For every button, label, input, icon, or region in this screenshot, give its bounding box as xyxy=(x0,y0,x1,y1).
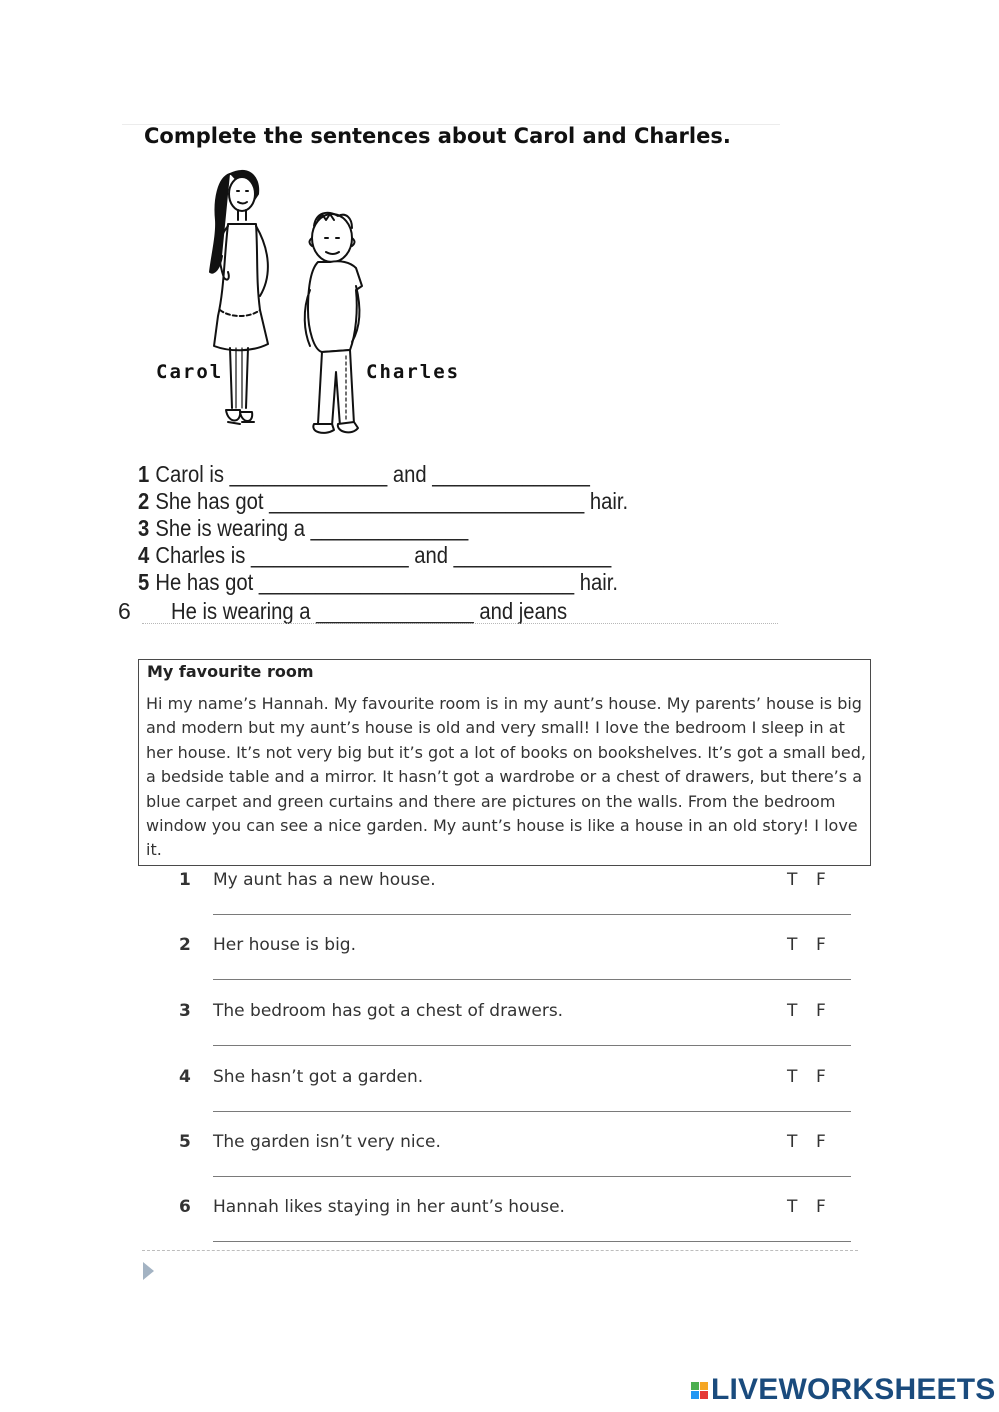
true-option[interactable]: T xyxy=(787,870,798,890)
false-option[interactable]: F xyxy=(816,1067,826,1087)
tf-statement: Her house is big. xyxy=(213,935,356,955)
answer-line[interactable] xyxy=(213,1176,851,1177)
play-arrow-icon[interactable] xyxy=(143,1262,154,1280)
charles-figure xyxy=(305,213,362,433)
tf-number: 6 xyxy=(179,1197,191,1217)
false-option[interactable]: F xyxy=(816,935,826,955)
answer-line[interactable] xyxy=(213,914,851,915)
tf-statement: The garden isn’t very nice. xyxy=(213,1132,441,1152)
carol-charles-illustration xyxy=(190,160,375,445)
logo-tiles-icon xyxy=(691,1382,708,1399)
sentence-row xyxy=(138,542,611,569)
logo-tile xyxy=(700,1382,708,1390)
true-option[interactable]: T xyxy=(787,935,798,955)
sentence-text: Charles is ______________ and ______________ xyxy=(155,542,612,568)
tf-statement: The bedroom has got a chest of drawers. xyxy=(213,1001,564,1021)
sentence-row xyxy=(138,488,628,515)
true-option[interactable]: T xyxy=(787,1197,798,1217)
sentence-row xyxy=(138,515,468,542)
tf-item xyxy=(140,870,860,920)
sentence-number: 3 xyxy=(138,515,150,541)
tf-number: 1 xyxy=(179,870,191,890)
tf-item xyxy=(140,1197,860,1247)
figure-label-carol: Carol xyxy=(156,361,224,383)
sentence-number-clipped: 6 xyxy=(118,598,131,624)
true-option[interactable]: T xyxy=(787,1067,798,1087)
dotted-divider xyxy=(142,623,778,624)
tf-item xyxy=(140,1001,860,1051)
tf-statement: Hannah likes staying in her aunt’s house. xyxy=(213,1197,565,1217)
logo-text: LIVEWORKSHEETS xyxy=(711,1373,996,1406)
sentence-text: Carol is ______________ and ______________ xyxy=(155,461,590,487)
answer-line[interactable] xyxy=(213,1241,851,1242)
figure-label-charles: Charles xyxy=(366,361,461,383)
sentence-number: 4 xyxy=(138,542,150,568)
dashed-divider xyxy=(142,1250,858,1251)
false-option[interactable]: F xyxy=(816,1197,826,1217)
liveworksheets-logo xyxy=(691,1373,996,1407)
sentence-text: She is wearing a ______________ xyxy=(155,515,469,541)
answer-line[interactable] xyxy=(213,1111,851,1112)
tf-number: 2 xyxy=(179,935,191,955)
sentence-row xyxy=(138,569,618,596)
logo-tile xyxy=(691,1391,699,1399)
tf-number: 5 xyxy=(179,1132,191,1152)
answer-line[interactable] xyxy=(213,979,851,980)
reading-body: Hi my name’s Hannah. My favourite room is in my aunt’s house. My parents’ house is big and modern but my aunt’s house is old and very small! I love the bedroom I sleep in at her house. It’s not very big but it’s got a lot of books on bookshelves. It’s got a small bed, a bedside table and a mirror. It hasn’t got a wardrobe or a chest of drawers, but there’s a blue carpet and green curtains and there are pictures on the walls. From the bedroom window you can see a nice garden. My aunt’s house is like a house in an old story! I love it. xyxy=(146,694,866,860)
sentence-number: 1 xyxy=(138,461,150,487)
true-option[interactable]: T xyxy=(787,1132,798,1152)
sentence-number: 5 xyxy=(138,569,150,595)
sentence-row xyxy=(138,461,590,488)
false-option[interactable]: F xyxy=(816,1132,826,1152)
sentence-text: He has got ____________________________ hair. xyxy=(155,569,618,595)
tf-item xyxy=(140,1132,860,1182)
carol-figure xyxy=(210,171,268,424)
sentence-text: He is wearing a ______________ and jeans xyxy=(171,598,568,624)
logo-tile xyxy=(700,1391,708,1399)
false-option[interactable]: F xyxy=(816,1001,826,1021)
tf-item xyxy=(140,1067,860,1117)
true-option[interactable]: T xyxy=(787,1001,798,1021)
tf-number: 3 xyxy=(179,1001,191,1021)
answer-line[interactable] xyxy=(213,1045,851,1046)
logo-tile xyxy=(691,1382,699,1390)
tf-statement: My aunt has a new house. xyxy=(213,870,436,890)
section1-title: Complete the sentences about Carol and Charles. xyxy=(144,124,731,148)
false-option[interactable]: F xyxy=(816,870,826,890)
sentence-number: 2 xyxy=(138,488,150,514)
sentence-text: She has got ____________________________ hair. xyxy=(155,488,629,514)
tf-item xyxy=(140,935,860,985)
tf-statement: She hasn’t got a garden. xyxy=(213,1067,424,1087)
tf-number: 4 xyxy=(179,1067,191,1087)
reading-title: My favourite room xyxy=(147,662,314,681)
